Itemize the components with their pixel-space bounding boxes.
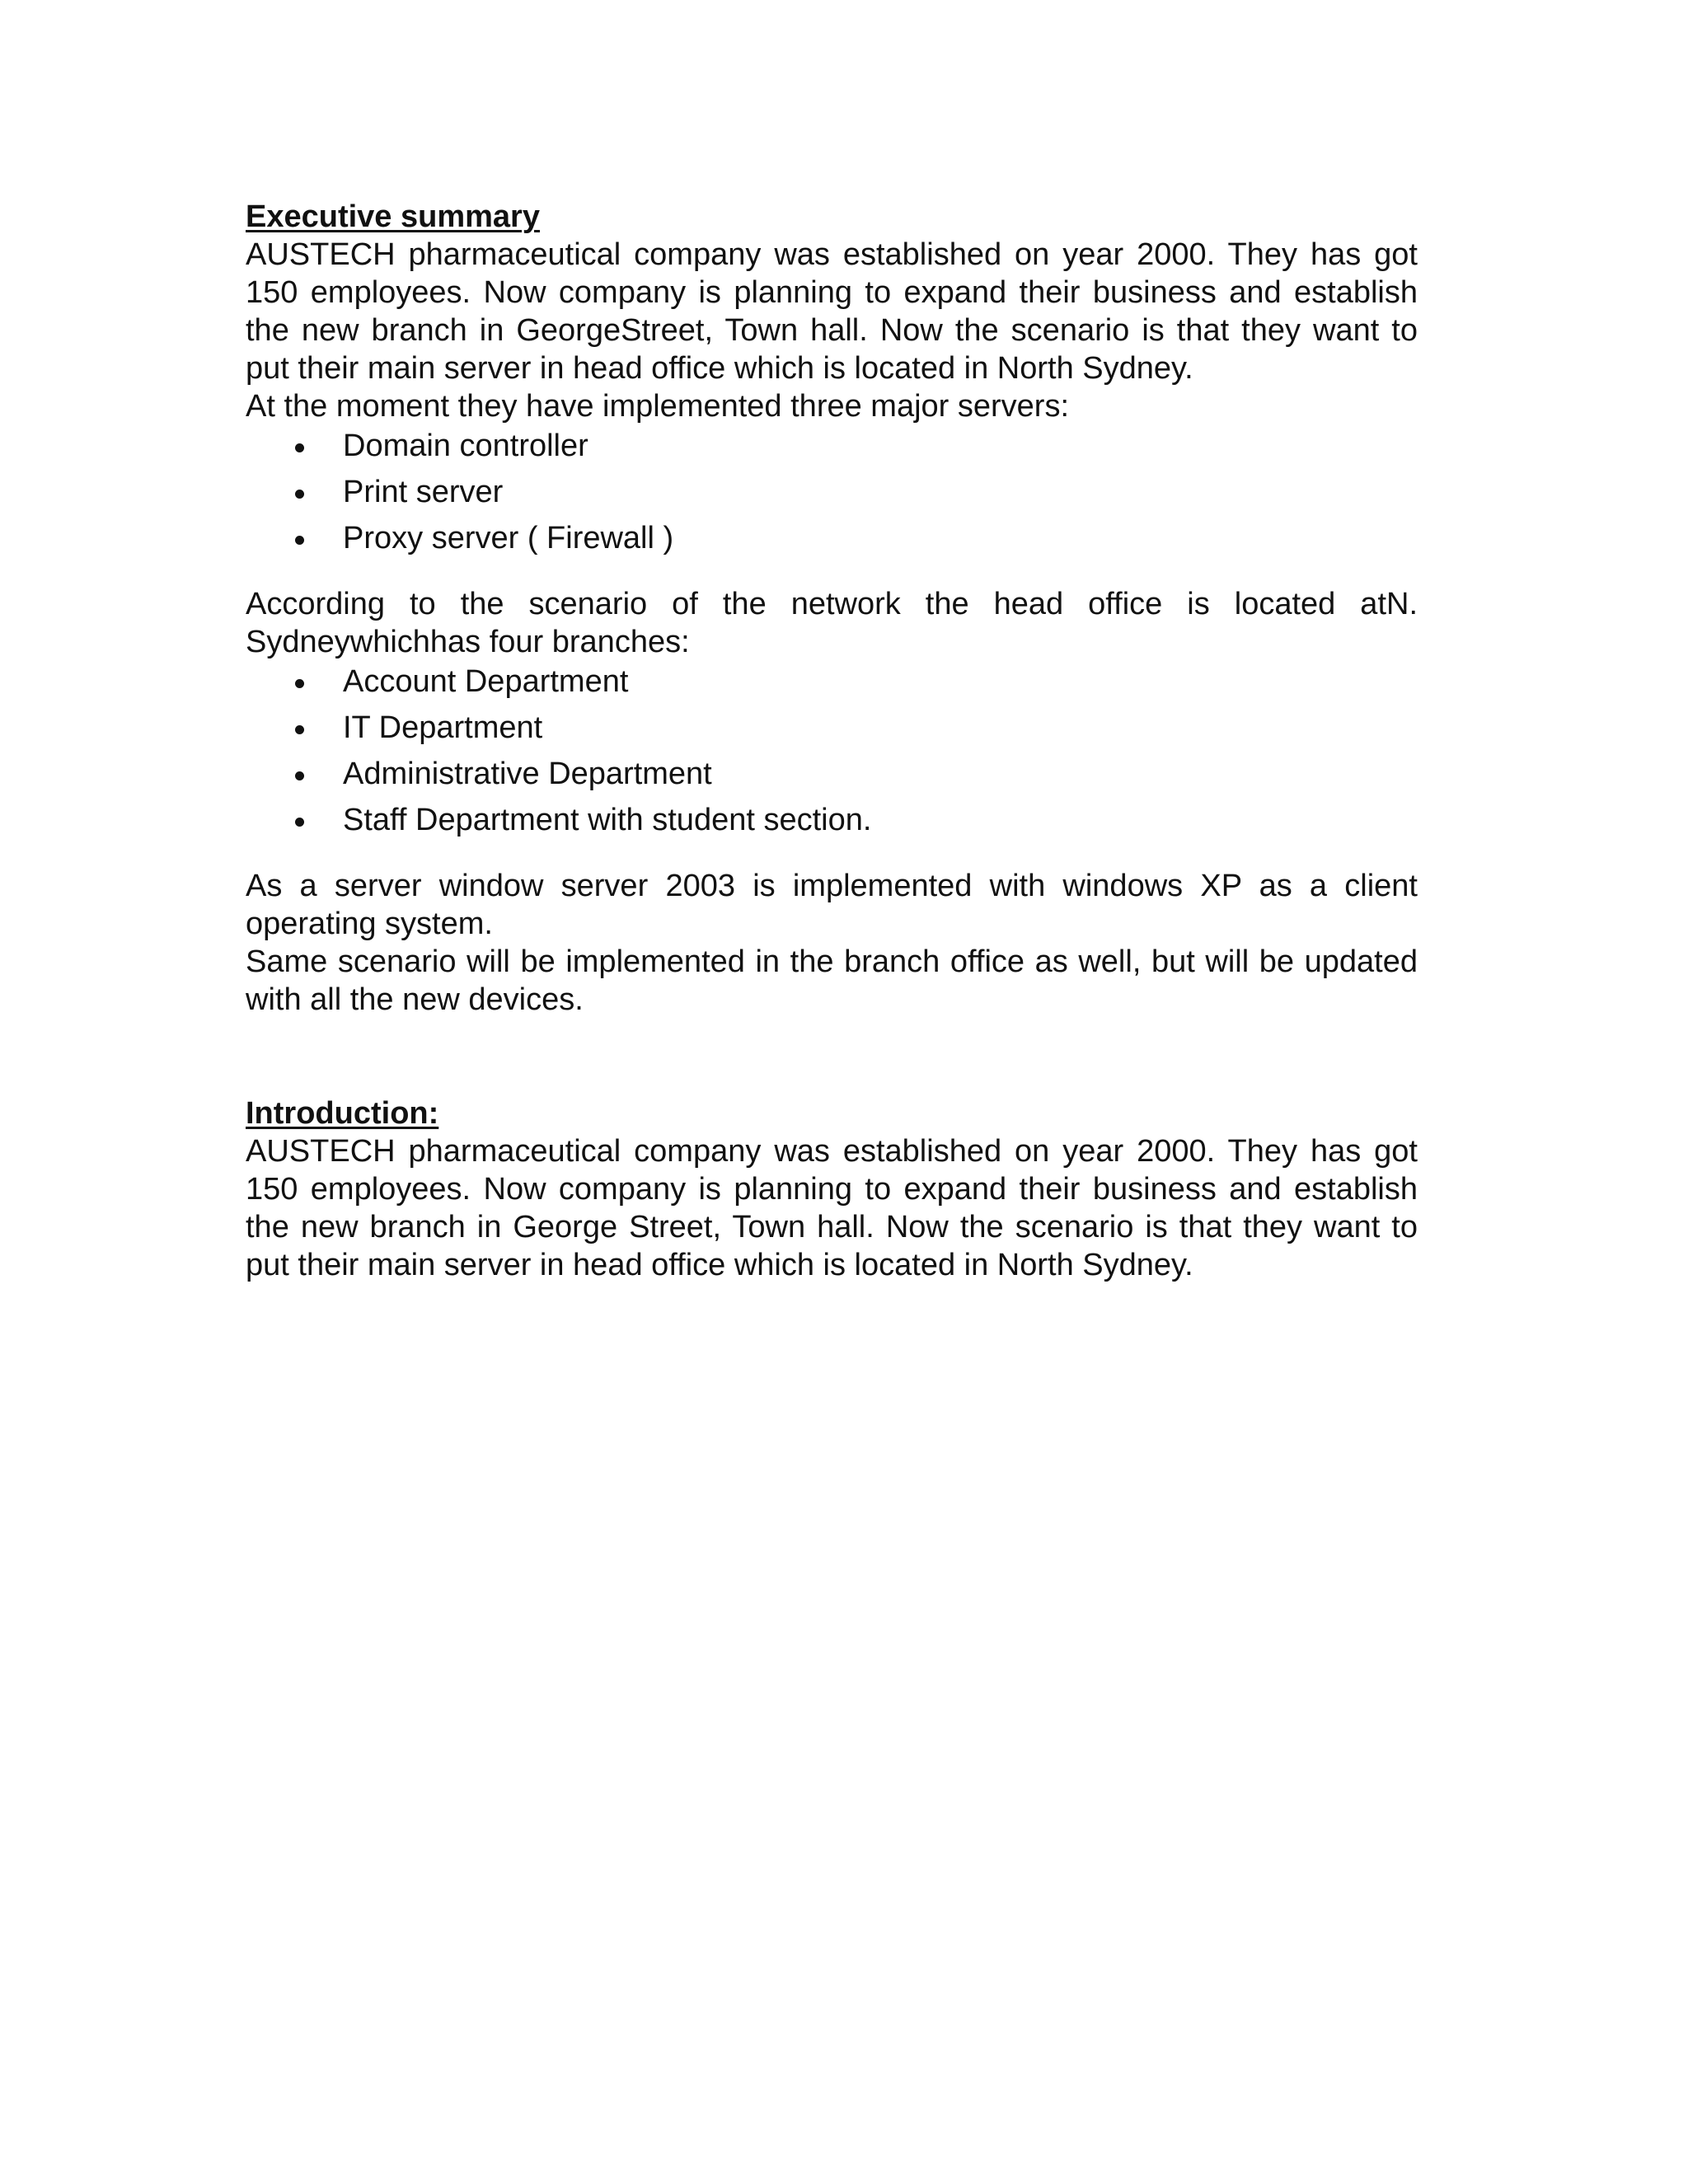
list-item: Administrative Department <box>246 755 1418 801</box>
spacer <box>246 1019 1418 1094</box>
servers-list <box>246 427 1418 565</box>
introduction-paragraph-1: AUSTECH pharmaceutical company was established on year 2000. They has got 150 employees. Now company is planning to expand their business and establish the new branch in George Street, Town hall. Now the scenario is that they want to put their main server in head office which is located in North Sydney. <box>246 1134 1418 1282</box>
executive-summary-paragraph-4: As a server window server 2003 is implemented with windows XP as a client operating system. <box>246 869 1418 941</box>
list-item: Domain controller <box>246 427 1418 473</box>
executive-summary-paragraph-1: AUSTECH pharmaceutical company was established on year 2000. They has got 150 employees. Now company is planning to expand their business and establish the new branch in GeorgeStreet, Town hall. Now the scenario is that they want to put their main server in head office which is located in North Sydney. <box>246 237 1418 386</box>
executive-summary-paragraph-5: Same scenario will be implemented in the branch office as well, but will be updated with all the new devices. <box>246 944 1418 1017</box>
executive-summary-heading: Executive summary <box>246 199 540 234</box>
list-item: IT Department <box>246 709 1418 755</box>
executive-summary-paragraph-3: According to the scenario of the network the head office is located atN. Sydneywhichhas four branches: <box>246 587 1418 659</box>
branches-list <box>246 663 1418 847</box>
spacer <box>246 565 1418 585</box>
list-item: Print server <box>246 473 1418 519</box>
list-item: Staff Department with student section. <box>246 801 1418 847</box>
list-item: Proxy server ( Firewall ) <box>246 519 1418 565</box>
introduction-heading: Introduction: <box>246 1096 439 1131</box>
list-item: Account Department <box>246 663 1418 709</box>
executive-summary-paragraph-2: At the moment they have implemented three major servers: <box>246 389 1070 424</box>
spacer <box>246 847 1418 867</box>
document-page <box>246 198 1418 1284</box>
